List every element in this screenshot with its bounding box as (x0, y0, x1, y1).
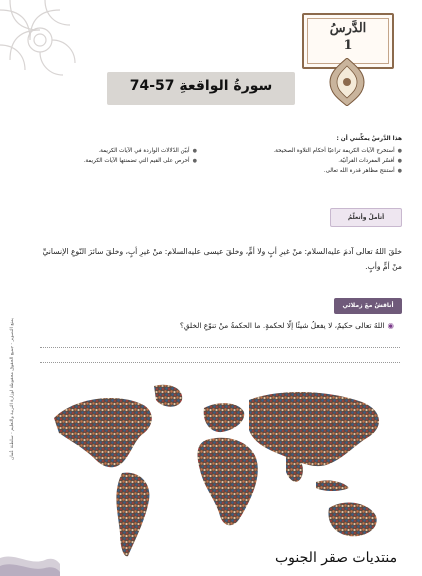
objective-item: ● أبيّن الدّلالات الواردة في الآيات الكريمة. (37, 146, 197, 156)
learn-tag: أتأملُ وأتعلّمُ (330, 208, 402, 227)
circle-bullet-icon: ◉ (387, 321, 394, 330)
lesson-label: الدَّرسُ (329, 21, 367, 36)
forum-watermark: منتديات صقر الجنوب (275, 550, 398, 566)
objectives-heading: هذا الدَّرسُ يمكِّنني أن : (336, 136, 402, 142)
answer-line (40, 347, 400, 348)
objective-item: ● أفسّر المفردات القرآنيّة. (232, 156, 402, 166)
objective-item: ● أستخرج الآيات الكريمة تراعيًا أحكام التلاوة الصحيحة. (232, 146, 402, 156)
corner-ornament-icon (0, 0, 92, 92)
discuss-paragraph (34, 320, 394, 332)
discuss-tag: أناقشُ معَ زملائي (334, 298, 402, 314)
objectives-list-right (232, 146, 402, 176)
answer-line (40, 362, 400, 363)
bottom-wave-ornament-icon (0, 548, 60, 576)
learn-paragraph: خلقَ اللهُ تعالى آدمَ عليه‌السلام: منْ غيرِ أبٍ ولا أمٍّ، وخلقَ عيسى عليه‌السلام: منْ غيرِ أبٍ، وخلقَ سائرَ النّوعِ الإنسانيِّ منْ أمٍّ وأبٍ. (42, 247, 402, 271)
side-copyright-text: يمنع التصوير - جميع الحقوق محفوظة لوزارة التربية والتعليم - سلطنة عُمان (10, 317, 15, 460)
objectives-list-left (37, 146, 197, 166)
world-map-crowd-image (44, 378, 394, 568)
objective-item: ● أستنتج مظاهر قدرة الله تعالى. (232, 166, 402, 176)
lesson-number: 1 (343, 38, 353, 53)
discuss-question: اللهُ تعالى حكيمٌ، لا يفعلُ شيئًا إلّا لحكمةٍ. ما الحكمةُ منْ تنوّعِ الخلقِ؟ (179, 321, 385, 330)
pendant-ornament-icon (328, 58, 366, 106)
surah-title: سورةُ الواقعةِ 57-74 (129, 78, 273, 94)
surah-title-banner (107, 72, 295, 105)
objective-item: ● أحرص على القيم التي تضمنتها الآيات الكريمة. (37, 156, 197, 166)
